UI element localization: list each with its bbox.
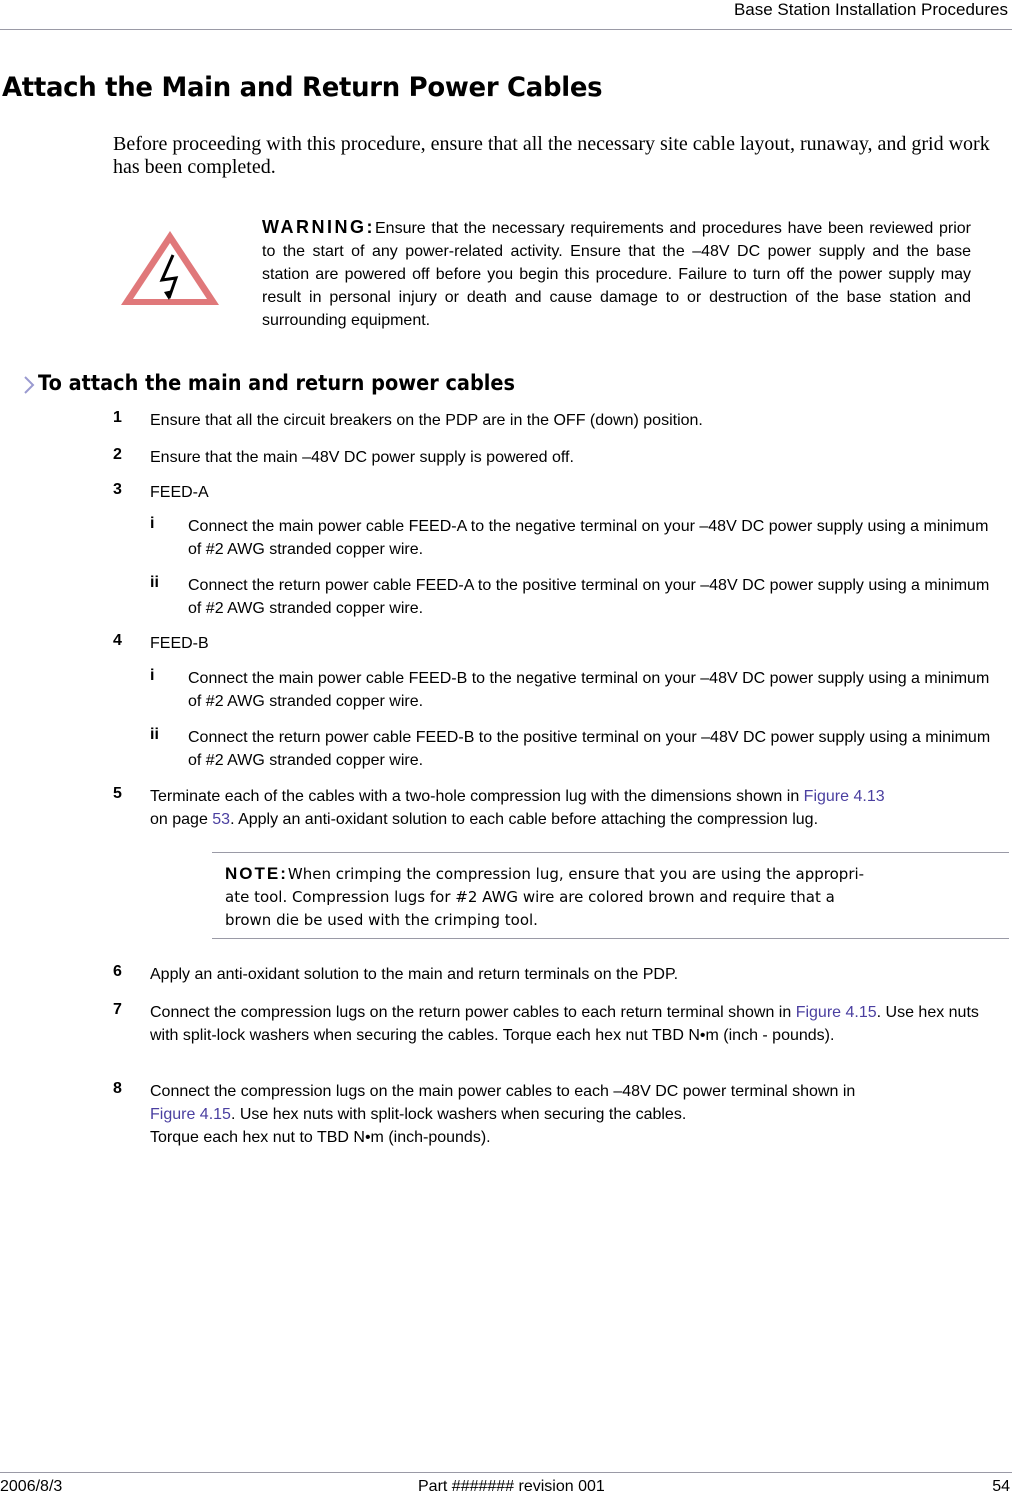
footer-part: Part ####### revision 001 [418,1478,605,1495]
warning-label: WARNING: [262,217,375,237]
step-text [150,1001,1010,1047]
note-label: NOTE: [225,864,288,883]
step-text [150,785,1012,831]
section-title: Attach the Main and Return Power Cables [2,72,603,103]
step-text [150,1080,1005,1149]
substep-label: ii [150,574,159,591]
substep-label: ii [150,726,159,743]
figure-link[interactable]: Figure 4.15 [150,1106,231,1123]
procedure-title: To attach the main and return power cables [38,371,516,395]
running-header: Base Station Installation Procedures [733,0,1008,19]
note-text [225,862,995,932]
substep-text: Connect the main power cable FEED-B to the negative terminal on your –48V DC power supply using a minimum of #2 AWG stranded copper wire. [188,670,990,710]
page-link[interactable]: 53 [212,811,231,828]
step-text: Ensure that all the circuit breakers on the PDP are in the OFF (down) position. [150,412,703,429]
substep-text: Connect the return power cable FEED-B to the positive terminal on your –48V DC power supply using a minimum of #2 AWG stranded copper wire. [188,729,991,769]
step-number: 8 [113,1080,122,1097]
step-number: 3 [113,481,122,498]
note-line: When crimping the compression lug, ensure that you are using the appropri- [287,865,865,883]
header-rule [0,29,1012,30]
figure-link[interactable]: Figure 4.15 [795,1004,877,1021]
step-text-part: . Use hex nuts with split-lock washers when securing the cables. Torque each hex nut TBD N•m (inch - pounds). [150,1004,979,1044]
footer-date: 2006/8/3 [0,1478,63,1495]
procedure-arrow-icon [23,375,35,395]
step-text: FEED-A [150,484,209,501]
note-line: brown die be used with the crimping tool. [225,911,538,929]
step-number: 2 [113,446,122,463]
substep-label: i [150,515,155,532]
step-number: 5 [113,785,122,802]
step-text-part: . Use hex nuts with split-lock washers when securing the cables. [230,1106,687,1123]
step-text-part: Torque each hex nut to TBD N•m (inch-pounds). [150,1129,491,1146]
step-text-part: . Apply an anti-oxidant solution to each cable before attaching the compression lug. [230,811,819,828]
electrical-hazard-icon [118,228,222,308]
step-text-part: Connect the compression lugs on the main power cables to each –48V DC power terminal shown in [150,1083,856,1100]
footer-rule [0,1472,1012,1473]
step-text: FEED-B [150,635,209,652]
step-number: 6 [113,963,122,980]
step-text-part: Connect the compression lugs on the return power cables to each return terminal shown in [150,1004,796,1021]
step-number: 7 [113,1001,122,1018]
footer-page-number: 54 [992,1478,1010,1495]
step-text-part: on page [150,811,213,828]
step-number: 1 [113,409,122,426]
figure-link[interactable]: Figure 4.13 [803,788,885,805]
note-line: ate tool. Compression lugs for #2 AWG wire are colored brown and require that a [225,888,835,906]
warning-body: Ensure that the necessary requirements and procedures have been reviewed prior to the start of any power-related activity. Ensure that the –48V DC power supply and the base station are powered off before you begin this procedure. Failure to turn off the power supply may result in personal injury or death and cause damage to or destruction of the base station and surrounding equipment. [262,220,971,329]
substep-text: Connect the return power cable FEED-A to the positive terminal on your –48V DC power supply using a minimum of #2 AWG stranded copper wire. [188,577,990,617]
step-text: Apply an anti-oxidant solution to the main and return terminals on the PDP. [150,966,679,983]
step-text-part: Terminate each of the cables with a two-hole compression lug with the dimensions shown in [150,788,804,805]
intro-paragraph: Before proceeding with this procedure, ensure that all the necessary site cable layout, runaway, and grid work has been completed. [113,133,990,178]
step-text: Ensure that the main –48V DC power supply is powered off. [150,449,574,466]
warning-text [262,216,971,332]
step-number: 4 [113,632,122,649]
substep-label: i [150,667,155,684]
substep-text: Connect the main power cable FEED-A to the negative terminal on your –48V DC power supply using a minimum of #2 AWG stranded copper wire. [188,518,989,558]
